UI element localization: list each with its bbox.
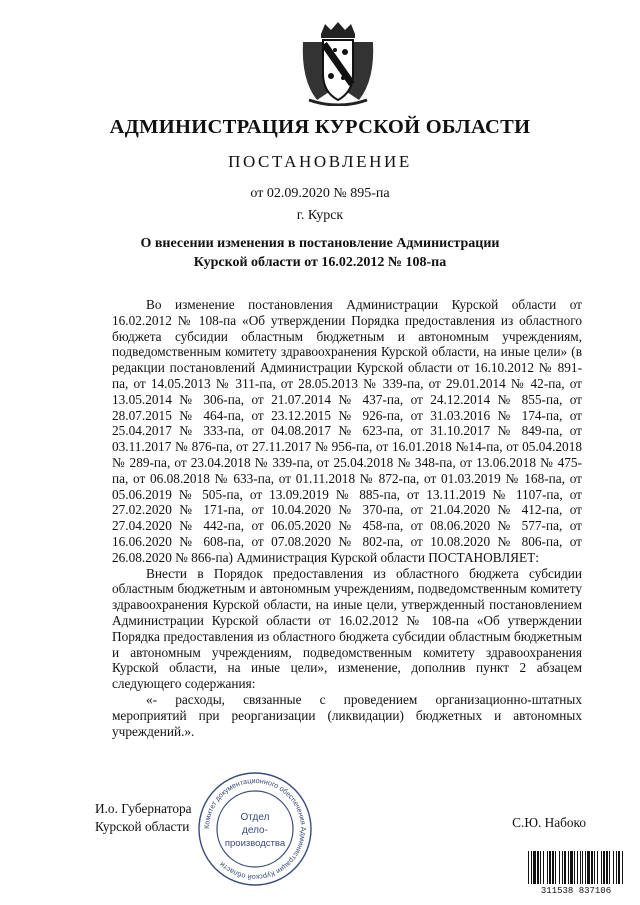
barcode-bar: [622, 851, 623, 884]
document-subject: [0, 234, 640, 272]
office-stamp: [196, 770, 314, 888]
barcode-bar: [601, 851, 602, 884]
coat-of-arms-icon: [299, 20, 377, 106]
barcode-bar: [549, 851, 551, 884]
barcode-bar: [528, 851, 529, 884]
barcode-bar: [555, 851, 556, 884]
barcode-bar: [585, 851, 586, 884]
document-reference: от 02.09.2020 № 895-па: [250, 186, 390, 201]
barcode-bar: [609, 851, 610, 884]
body-paragraph: «- расходы, связанные с проведением организационно-штатных мероприятий при реорганизации (ликвидации) бюджетных и автономных учреждений.».: [112, 691, 582, 739]
barcode-bar: [618, 851, 620, 884]
barcode-bar: [594, 851, 595, 884]
body-paragraph: Внести в Порядок предоставления из областного бюджета субсидии областным бюджетным и автономным учреждениям, подведомственным комитету здравоохранения Курской области, на иные цели, утвержденный постановлением Администрации Курской области от 16.02.2012 № 108-па «Об утверждении Порядка предоставления из областного бюджета субсидии областным бюджетным и автономным учреждениям, подведомственным комитету здравоохранения Курской области, на иные цели», изменение, дополнив пункт 2 абзацем следующего содержания:: [112, 565, 582, 692]
barcode-bar: [574, 851, 575, 884]
stamp-ring-text: Комитет документационного обеспечения Администрации Курской области: [201, 775, 309, 883]
stamp-line-1: Отдел: [240, 812, 270, 823]
barcode-bar: [547, 851, 548, 884]
barcode-bar: [582, 851, 583, 884]
signer-name: С.Ю. Набоко: [512, 815, 586, 830]
signer-title-line-2: Курской области: [95, 819, 190, 834]
barcode-bar: [570, 851, 573, 884]
barcode-bar: [533, 851, 536, 884]
barcode-bar: [597, 851, 598, 884]
barcode-bar: [564, 851, 566, 884]
stamp-line-2: дело-: [242, 825, 268, 836]
barcode-bar: [568, 851, 569, 884]
barcode-bar: [613, 851, 614, 884]
barcode-bar: [606, 851, 608, 884]
barcode-bar: [616, 851, 617, 884]
subject-line-1: О внесении изменения в постановление Администрации: [140, 236, 500, 251]
barcode-bar: [537, 851, 539, 884]
barcode-bar: [552, 851, 554, 884]
barcode-bar: [562, 851, 563, 884]
barcode-bar: [543, 851, 544, 884]
barcode-bar: [531, 851, 532, 884]
stamp-line-3: производства: [224, 838, 286, 849]
barcode: [526, 851, 626, 895]
signer-title-line-1: И.о. Губернатора: [95, 801, 192, 816]
barcode-bars: [528, 851, 623, 884]
city: г. Курск: [296, 208, 344, 223]
barcode-number: 311538 837106: [540, 886, 612, 895]
subject-line-2: Курской области от 16.02.2012 № 108-па: [193, 255, 447, 270]
document-type: ПОСТАНОВЛЕНИЕ: [228, 152, 412, 171]
barcode-bar: [591, 851, 593, 884]
body-paragraph: Во изменение постановления Администрации Курской области от 16.02.2012 № 108-па «Об утверждении Порядка предоставления из областного бюджета субсидии областным бюджетным и автономным учреждениям, подведомственным комитету здравоохранения Курской области, на иные цели» (в редакции постановлений Администрации Курской области от 16.10.2012 № 891-па, от 14.05.2013 № 311-па, от 28.05.2013 № 339-па, от 29.01.2014 № 42-па, от 13.05.2014 № 306-па, от 21.07.2014 № 437-па, от 24.12.2014 № 855-па, от 28.07.2015 № 464-па, от 23.12.2015 № 926-па, от 31.03.2016 № 174-па, от 25.04.2017 № 333-па, от 04.08.2017 № 623-па, от 31.10.2017 № 849-па, от 03.11.2017 № 876-па, от 27.11.2017 № 956-па, от 16.01.2018 №14-па, от 05.04.2018 № 289-па, от 23.04.2018 № 339-па, от 25.04.2018 № 348-па, от 13.06.2018 № 475-па, от 06.08.2018 № 633-па, от 01.11.2018 № 872-па, от 01.03.2019 № 168-па, от 05.06.2019 № 505-па, от 13.09.2019 № 885-па, от 13.11.2019 № 1107-па, от 27.02.2020 № 171-па, от 10.04.2020 № 370-па, от 21.04.2020 № 412-па, от 27.04.2020 № 442-па, от 06.05.2020 № 458-па, от 08.06.2020 № 577-па, от 16.06.2020 № 608-па, от 07.08.2020 № 802-па, от 10.08.2020 № 806-па, от 26.08.2020 № 866-па) Администрация Курской области ПОСТАНОВЛЯЕТ:: [112, 297, 582, 565]
barcode-bar: [603, 851, 605, 884]
barcode-bar: [587, 851, 590, 884]
barcode-bar: [580, 851, 581, 884]
barcode-bar: [540, 851, 541, 884]
organization-name: АДМИНИСТРАЦИЯ КУРСКОЙ ОБЛАСТИ: [109, 116, 531, 138]
barcode-bar: [559, 851, 560, 884]
barcode-bar: [577, 851, 578, 884]
document-body: [112, 297, 582, 739]
